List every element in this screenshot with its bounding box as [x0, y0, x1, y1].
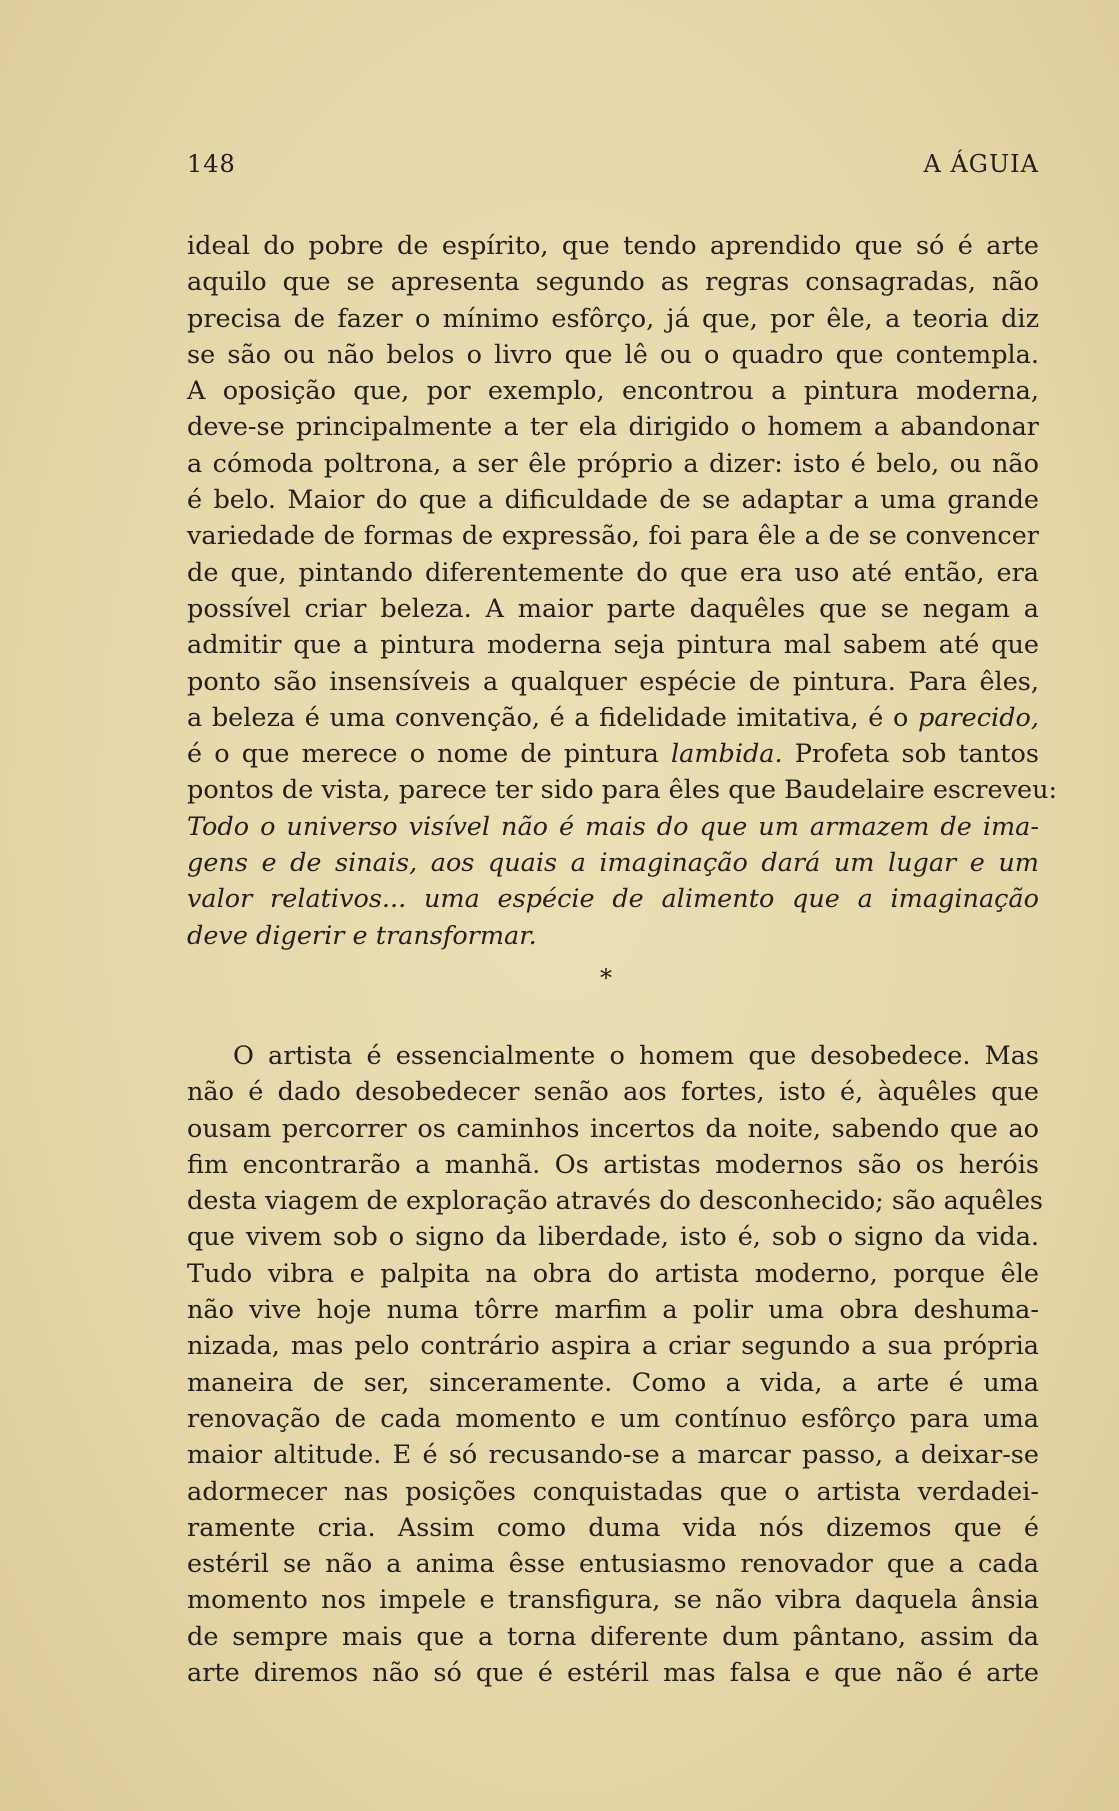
quote-line: Todo o universo visível não é mais do que um armazem de ima-	[187, 811, 1039, 842]
paragraph-1	[187, 228, 1058, 954]
italic-word: parecido,	[917, 702, 1039, 733]
text-line: desta viagem de exploração através do desconhecido; são aquêles	[187, 1186, 1043, 1217]
asterisk: *	[600, 963, 612, 992]
text-run: Profeta sob tantos	[782, 739, 1039, 770]
text-line: ousam percorrer os caminhos incertos da noite, sabendo que ao	[187, 1113, 1039, 1144]
text-line: fim encontrarão a manhã. Os artistas modernos são os heróis	[187, 1149, 1039, 1180]
text-line: arte diremos não só que é estéril mas falsa e que não é arte	[187, 1657, 1039, 1688]
text-line: que vivem sob o signo da liberdade, isto é, sob o signo da vida.	[187, 1222, 1039, 1253]
text-line: maneira de ser, sinceramente. Como a vida, a arte é uma	[187, 1367, 1039, 1398]
text-line	[187, 736, 1039, 772]
text-line: aquilo que se apresenta segundo as regras consagradas, não	[187, 267, 1039, 298]
text-run: a beleza é uma convenção, é a fidelidade imitativa, é o	[187, 702, 918, 733]
text-line: estéril se não a anima êsse entusiasmo renovador que a cada	[187, 1549, 1039, 1580]
text-line: se são ou não belos o livro que lê ou o quadro que contempla.	[187, 339, 1039, 370]
text-line: ideal do pobre de espírito, que tendo aprendido que só é arte	[187, 231, 1039, 261]
text-line: é belo. Maior do que a dificuldade de se adaptar a uma grande	[187, 485, 1039, 516]
text-line: Tudo vibra e palpita na obra do artista moderno, porque êle	[187, 1258, 1039, 1289]
text-line: deve-se principalmente a ter ela dirigido o homem a abandonar	[187, 412, 1039, 443]
quote-line: valor relativos... uma espécie de alimento que a imaginação	[187, 884, 1039, 915]
italic-word: lambida.	[670, 739, 783, 770]
text-line: ramente cria. Assim como duma vida nós dizemos que é	[187, 1512, 1039, 1543]
quote-line: gens e de sinais, aos quais a imaginação dará um lugar e um	[187, 848, 1039, 879]
text-line: não vive hoje numa tôrre marfim a polir uma obra deshuma-	[187, 1295, 1039, 1326]
text-line: maior altitude. E é só recusando-se a marcar passo, a deixar-se	[187, 1440, 1039, 1471]
text-line: de que, pintando diferentemente do que era uso até então, era	[187, 557, 1039, 588]
text-line: precisa de fazer o mínimo esfôrço, já que, por êle, a teoria diz	[187, 303, 1039, 334]
text-run: é o que merece o nome de pintura	[187, 739, 671, 770]
text-line: renovação de cada momento e um contínuo esfôrço para uma	[187, 1403, 1039, 1434]
text-line: adormecer nas posições conquistadas que o artista verdadei-	[187, 1476, 1039, 1507]
text-line: variedade de formas de expressão, foi para êle a de se convencer	[187, 521, 1039, 552]
text-line: não é dado desobedecer senão aos fortes, isto é, àquêles que	[187, 1077, 1039, 1108]
paragraph-2	[187, 1038, 1043, 1691]
page-header	[187, 150, 1039, 184]
text-line	[187, 700, 1039, 736]
running-title: A ÁGUIA	[923, 150, 1039, 178]
text-line: a cómoda poltrona, a ser êle próprio a dizer: isto é belo, ou não	[187, 448, 1039, 479]
text-line: nizada, mas pelo contrário aspira a criar segundo a sua própria	[187, 1331, 1039, 1362]
text-line: admitir que a pintura moderna seja pintura mal sabem até que	[187, 630, 1039, 661]
text-line: pontos de vista, parece ter sido para êles que Baudelaire escreveu:	[187, 775, 1058, 806]
quote-line: deve digerir e transformar.	[187, 920, 537, 951]
text-line: O artista é essencialmente o homem que desobedece. Mas	[233, 1040, 1039, 1071]
text-line: de sempre mais que a torna diferente dum pântano, assim da	[187, 1621, 1039, 1652]
text-line: A oposição que, por exemplo, encontrou a pintura moderna,	[187, 376, 1039, 407]
text-line: ponto são insensíveis a qualquer espécie de pintura. Para êles,	[187, 666, 1039, 697]
body-text	[187, 228, 1058, 1691]
section-separator	[187, 954, 1039, 1038]
page-number: 148	[187, 150, 236, 178]
text-line: momento nos impele e transfigura, se não vibra daquela ânsia	[187, 1585, 1039, 1616]
text-line: possível criar beleza. A maior parte daquêles que se negam a	[187, 593, 1039, 624]
